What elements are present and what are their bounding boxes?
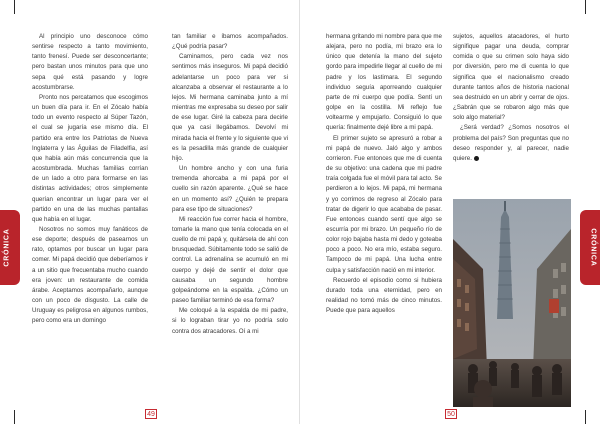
paragraph: sujetos, aquellos atacadores, el hurto signifique pagar una deuda, comprar comida o que su crimen solo haya sido por diversión, pero me di cuenta lo que significa que el nacionalismo creado durante tantos años de historia nacional sea destruido en un abrir y cerrar de ojos. ¿Sabrán que se robaron algo más que solo algo material? bbox=[453, 33, 569, 122]
page-number: 49 bbox=[145, 409, 157, 419]
paragraph: Nosotros no somos muy fanáticos de ese deporte; después de pasearnos un rato, optamos por buscar un lugar para comer. Mi papá decidió que deberíamos ir a un sitio que frecuentaba mucho cuando era joven: un restaurante de comida árabe. Aceptamos acompañarlo, aunque con un poco de disgusto. La calle de Uruguay es peligrosa en algunos rumbos, pero como era un domingo bbox=[32, 225, 148, 325]
page-number: 50 bbox=[445, 409, 457, 419]
closing-paragraph: ¿Será verdad? ¿Somos nosotros el problema del país? Son preguntas que no deseo responder y, al parecer, nadie quiere. bbox=[453, 124, 569, 162]
city-street-tower-icon bbox=[453, 199, 571, 407]
paragraph: Me coloqué a la espalda de mi padre, si lo lograban tirar yo no podría solo contra dos atracadores. Oí a mi bbox=[172, 307, 288, 335]
paragraph: tan familiar e íbamos acompañados. ¿Qué podría pasar? bbox=[172, 33, 288, 51]
left-page-column-2 bbox=[172, 32, 288, 337]
right-page-column-1 bbox=[326, 32, 442, 316]
section-label: CRÓNICA bbox=[589, 228, 597, 267]
paragraph: Un hombre ancho y con una furia tremenda ahorcaba a mi papá por el cuello sin razón aparente. ¿Qué se hace en un momento así? ¿Quién te prepara para ese tipo de situaciones? bbox=[172, 165, 288, 213]
paragraph: Recuerdo el episodio como si hubiera durado toda una eternidad, pero en realidad no tomó más de cinco minutos. Puede que para aquellos bbox=[326, 276, 442, 315]
crop-mark bbox=[585, 0, 586, 14]
paragraph bbox=[453, 123, 569, 164]
paragraph: El primer sujeto se apresuró a robar a mi papá de nuevo. Jaló algo y ambos corrieron. Fue entonces que me di cuenta de su objetivo: una cadena que mi padre traía colgada fue el móvil para tal acto. Se perdieron a lo lejos. Mi papá, mi hermana y yo corrimos de regreso al Zócalo para tratar de digerir lo que acababa de pasar. Fue entonces cuando sentí que algo se escurría por mi brazo. Un pequeño río de color rojo bajaba hasta mi dedo y goteaba poco a poco. No era mío, estaba seguro. Tampoco de mi papá. Una lucha entre culpa y satisfacción nació en mi interior. bbox=[326, 134, 442, 274]
paragraph: Caminamos, pero cada vez nos sentimos más inseguros. Mi papá decidió adelantarse un poco para ver si alcanzaba a observar el restaurante a lo lejos. Mi hermana caminaba junto a mí mientras me expresaba su deseo por salir de ese lugar. Giré la cabeza para decirle que ya casi llegábamos. Devolví mi mirada hacia el frente y lo siguiente que vi es la pesadilla más grande de cualquier hijo. bbox=[172, 53, 288, 162]
paragraph: Mi reacción fue correr hacia el hombre, tomarle la mano que tenía colocada en el cuello de mi papá y, quitársela de ahí con brusquedad. Súbitamente todo se salió de control. La adrenalina se acumuló en mi cuerpo y dejé de sentir el dolor que causaba un segundo hombre golpeándome en la espalda. ¿Cómo un paseo familiar terminó de esa forma? bbox=[172, 215, 288, 305]
paragraph: hermana gritando mi nombre para que me alejara, pero no podía, mi brazo era lo único que detenía la mano del sujeto gordo para impedirle llegar al cuello de mi padre y los lastimara. El segundo individuo seguía aporreando cualquier parte de mi cuerpo que podía. Sentí un golpe en la costilla. Mi reflejo fue voltearme y empujarlo. Consiguió lo que quería: finalmente dejé libre a mi papá. bbox=[326, 33, 442, 132]
right-page bbox=[300, 0, 600, 424]
left-page-column-1 bbox=[32, 32, 148, 327]
section-tab bbox=[0, 210, 20, 285]
paragraph: Al principio uno desconoce cómo sentirse respecto a tanto movimiento, tanto frenesí. Puede ser desconcertante; pero bastan unos minutos para que uno sepa qué está pasando y logre acostumbrarse. bbox=[32, 33, 148, 91]
end-of-article-mark bbox=[474, 156, 479, 161]
crop-mark bbox=[14, 0, 15, 14]
crop-mark bbox=[585, 410, 586, 424]
crop-mark bbox=[14, 410, 15, 424]
section-tab bbox=[580, 210, 600, 285]
right-page-column-2 bbox=[453, 32, 569, 164]
section-label: CRÓNICA bbox=[3, 228, 11, 267]
street-photo bbox=[453, 199, 571, 407]
paragraph: Pronto nos percatamos que escogimos un buen día para ir. En el Zócalo había todo un evento respecto al Súper Tazón, el cual se jugaría ese mismo día. El partido era entre los Patriotas de Nueva Inglaterra y las Águilas de Filadelfia, así que había aún más concurrencia que la acostumbrada. Muchas familias corrían de un lado a otro para formarse en las distintas actividades; otros simplemente querían encontrar un lugar para ver el partido en una de las muchas pantallas que había en el lugar. bbox=[32, 93, 148, 223]
